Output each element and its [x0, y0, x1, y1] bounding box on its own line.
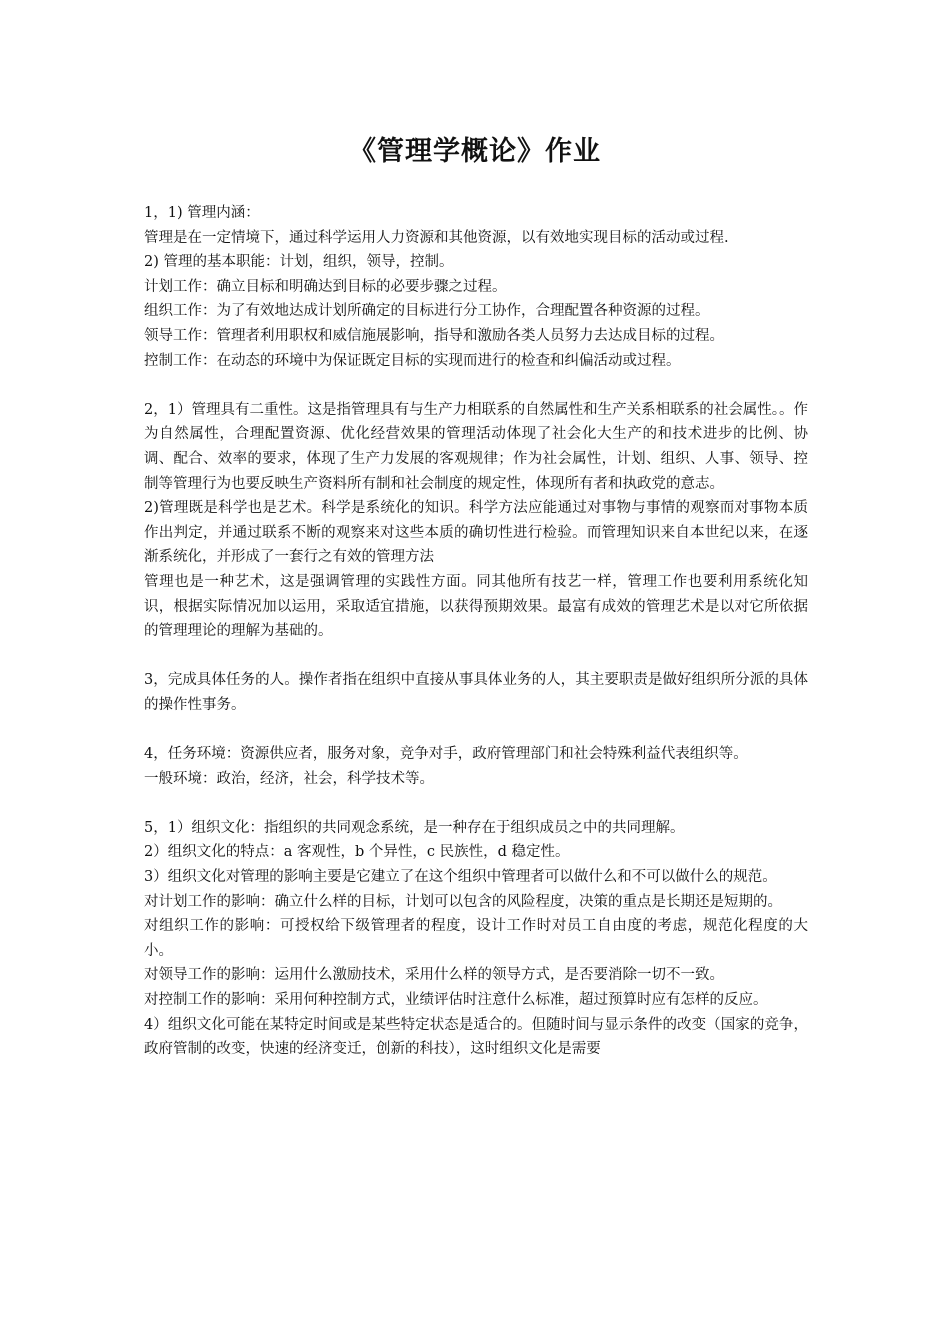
section-spacer — [144, 717, 808, 742]
paragraph: 2) 管理的基本职能：计划，组织，领导，控制。 — [144, 254, 454, 271]
section-4 — [144, 742, 808, 791]
paragraph: 2）组织文化的特点：a 客观性，b 个异性，c 民族性，d 稳定性。 — [144, 844, 570, 861]
paragraph: 2)管理既是科学也是艺术。科学是系统化的知识。科学方法应能通过对事物与事情的观察而对事物本质作出判定，并通过联系不断的观察来对这些本质的确切性进行检验。而管理知识来自本世纪以来，在逐渐系统化，并形成了一套行之有效的管理方法 — [144, 500, 808, 566]
section-5 — [144, 816, 808, 1062]
paragraph: 对控制工作的影响：采用何种控制方式，业绩评估时注意什么标准，超过预算时应有怎样的反应。 — [144, 992, 768, 1008]
paragraph: 3）组织文化对管理的影响主要是它建立了在这个组织中管理者可以做什么和不可以做什么的规范。 — [144, 869, 777, 886]
paragraph: 对计划工作的影响：确立什么样的目标，计划可以包含的风险程度，决策的重点是长期还是短期的。 — [144, 893, 782, 910]
document-title: 《管理学概论》作业 — [349, 136, 601, 167]
paragraph: 对领导工作的影响：运用什么激励技术，采用什么样的领导方式，是否要消除一切不一致。 — [144, 967, 724, 984]
section-spacer — [144, 373, 808, 398]
paragraph: 5，1）组织文化：指组织的共同观念系统，是一种存在于组织成员之中的共同理解。 — [144, 819, 685, 836]
paragraph: 计划工作：确立目标和明确达到目标的必要步骤之过程。 — [144, 278, 507, 295]
paragraph: 4，任务环境：资源供应者，服务对象，竞争对手，政府管理部门和社会特殊利益代表组织等。 — [144, 746, 748, 763]
section-2 — [144, 398, 808, 644]
paragraph: 一般环境：政治，经济，社会，科学技术等。 — [144, 770, 434, 787]
section-spacer — [144, 791, 808, 816]
paragraph: 2，1）管理具有二重性。这是指管理具有与生产力相联系的自然属性和生产关系相联系的社会属性。。作为自然属性，合理配置资源、优化经营效果的管理活动体现了社会化大生产的和技术进步的比例、协调、配合、效率的要求，体现了生产力发展的客观规律；作为社会属性，计划、组织、人事、领导、控制等管理行为也要反映生产资料所有制和社会制度的规定性，体现所有者和执政党的意志。 — [144, 401, 808, 492]
section-spacer — [144, 644, 808, 669]
paragraph: 管理是在一定情境下，通过科学运用人力资源和其他资源，以有效地实现目标的活动或过程. — [144, 229, 729, 246]
section-3 — [144, 668, 808, 717]
paragraph: 对组织工作的影响：可授权给下级管理者的程度，设计工作时对员工自由度的考虑，规范化程度的大小。 — [144, 918, 808, 959]
paragraph: 组织工作：为了有效地达成计划所确定的目标进行分工协作，合理配置各种资源的过程。 — [144, 303, 710, 320]
paragraph: 控制工作：在动态的环境中为保证既定目标的实现而进行的检查和纠偏活动或过程。 — [144, 352, 681, 369]
paragraph: 3，完成具体任务的人。操作者指在组织中直接从事具体业务的人，其主要职责是做好组织所分派的具体的操作性事务。 — [144, 672, 808, 713]
paragraph: 领导工作：管理者利用职权和威信施展影响，指导和激励各类人员努力去达成目标的过程。 — [144, 327, 724, 344]
document-body — [144, 201, 808, 1062]
paragraph: 1，1) 管理内涵： — [144, 205, 260, 221]
paragraph: 管理也是一种艺术，这是强调管理的实践性方面。同其他所有技艺一样，管理工作也要利用系统化知识，根据实际情况加以运用，采取适宜措施，以获得预期效果。最富有成效的管理艺术是以对它所依据的管理理论的理解为基础的。 — [144, 573, 808, 640]
paragraph: 4）组织文化可能在某特定时间或是某些特定状态是适合的。但随时间与显示条件的改变（国家的竞争，政府管制的改变，快速的经济变迁，创新的科技），这时组织文化是需要 — [144, 1016, 808, 1058]
section-1 — [144, 201, 808, 373]
